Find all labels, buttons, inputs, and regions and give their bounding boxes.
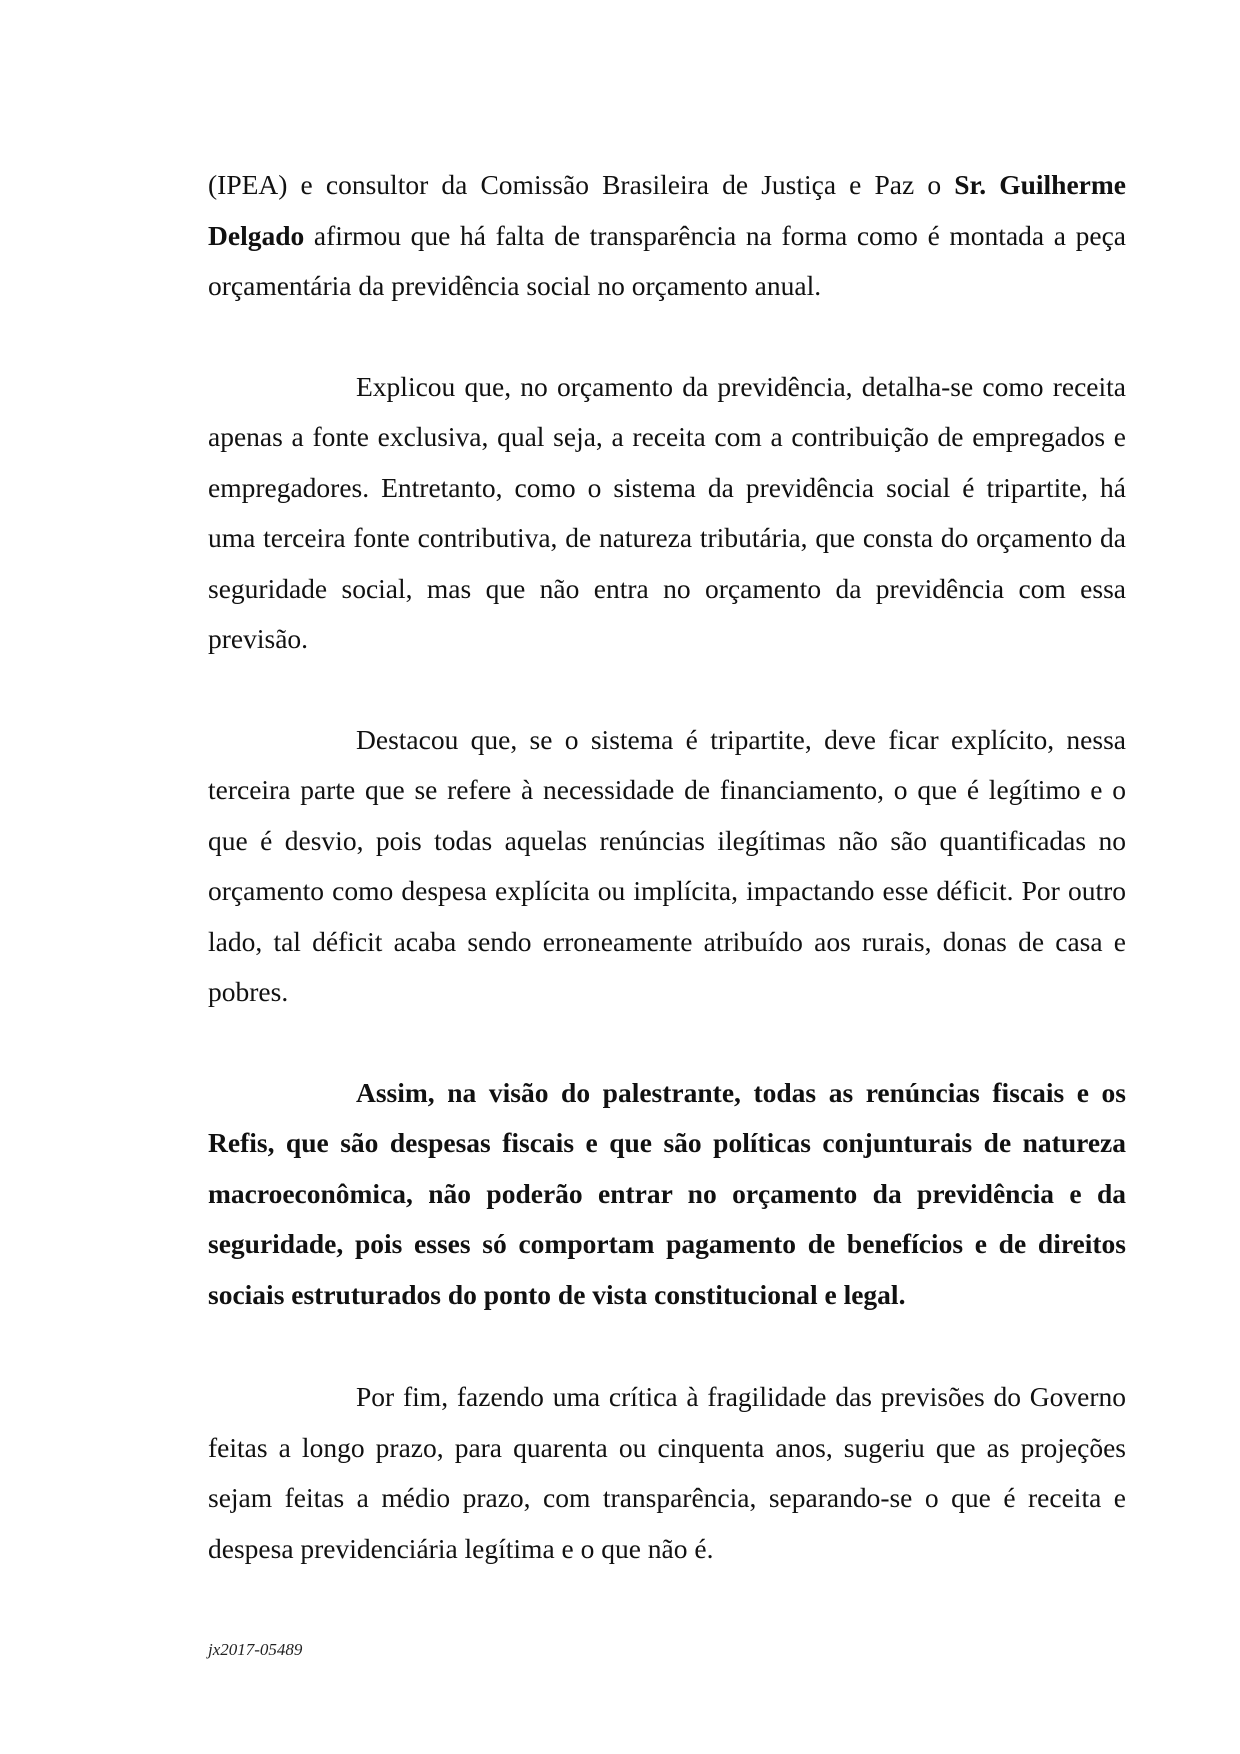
paragraph-1-lead: (IPEA) e consultor da Comissão Brasileira de Justiça e Paz o [208, 169, 955, 200]
paragraph-spacer [208, 665, 1126, 715]
paragraph-2: Explicou que, no orçamento da previdência, detalha-se como receita apenas a fonte exclusiva, qual seja, a receita com a contribuição de empregados e empregadores. Entretanto, como o sistema da previdência social é tripartite, há uma terceira fonte contributiva, de natureza tributária, que consta do orçamento da seguridade social, mas que não entra no orçamento da previdência com essa previsão. [208, 370, 1126, 654]
paragraph-3: Destacou que, se o sistema é tripartite, deve ficar explícito, nessa terceira parte que se refere à necessidade de financiamento, o que é legítimo e o que é desvio, pois todas aquelas renúncias ilegítimas não são quantificadas no orçamento como despesa explícita ou implícita, impactando esse déficit. Por outro lado, tal déficit acaba sendo erroneamente atribuído aos rurais, donas de casa e pobres. [208, 723, 1126, 1007]
document-body [208, 160, 1126, 1574]
paragraph-1 [208, 160, 1126, 312]
paragraph-spacer [208, 312, 1126, 362]
paragraph-4-highlight: Assim, na visão do palestrante, todas as renúncias fiscais e os Refis, que são despesas fiscais e que são políticas conjunturais de natureza macroeconômica, não poderão entrar no orçamento da previdência e da seguridade, pois esses só comportam pagamento de benefícios e de direitos sociais estruturados do ponto de vista constitucional e legal. [208, 1076, 1126, 1310]
paragraph-spacer [208, 1320, 1126, 1372]
speaker-name: Sr. Guilherme Delgado [208, 169, 1127, 251]
document-code: jx2017-05489 [208, 1640, 303, 1659]
paragraph-5: Por fim, fazendo uma crítica à fragilidade das previsões do Governo feitas a longo prazo, para quarenta ou cinquenta anos, sugeriu que as projeções sejam feitas a médio prazo, com transparência, separando-se o que é receita e despesa previdenciária legítima e o que não é. [208, 1381, 1126, 1564]
paragraph-spacer [208, 1018, 1126, 1068]
paragraph-1-tail: afirmou que há falta de transparência na forma como é montada a peça orçamentária da previdência social no orçamento anual. [208, 219, 1126, 301]
